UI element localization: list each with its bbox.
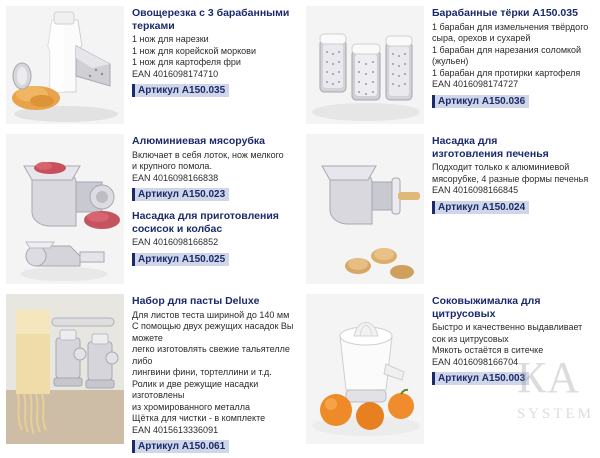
product-desc-line: Мякоть остаётся в ситечке <box>432 345 544 355</box>
product-text-a150-003-citrus-juicer <box>432 294 596 454</box>
product-text-a150-061-pasta-deluxe <box>132 294 296 454</box>
product-desc-line: 1 нож для картофеля фри <box>132 57 241 67</box>
product-ean: EAN 4016098174710 <box>132 68 219 79</box>
product-ean: EAN 4016098174727 <box>432 79 519 89</box>
product-card-a150-024-cookie-press[interactable] <box>300 128 600 288</box>
product-desc-line: из хромированного металла <box>132 401 251 412</box>
product-article: Артикул A150.036 <box>432 95 529 108</box>
product-desc-line: сок из цитрусовых <box>432 333 509 344</box>
product-article: Артикул A150.023 <box>132 188 229 201</box>
product-card-a150-003-citrus-juicer[interactable] <box>300 288 600 458</box>
product-card-a150-025-sausage-filler[interactable] <box>132 210 296 267</box>
product-desc-line: (жульен) <box>432 56 469 66</box>
product-desc-line: 1 барабан для измельчения твёрдого <box>432 21 589 32</box>
meat-grinder-photo <box>6 134 124 284</box>
product-desc-line: 1 барабан для протирки картофеля <box>432 67 581 78</box>
product-title: Овощерезка с 3 барабанными терками <box>132 7 290 32</box>
drum-graters-photo <box>306 6 424 124</box>
product-article: Артикул A150.035 <box>132 84 229 97</box>
product-article: Артикул A150.025 <box>132 253 229 266</box>
product-title: Барабанные тёрки A150.035 <box>432 7 578 19</box>
product-card-a150-061-pasta-deluxe[interactable] <box>0 288 300 458</box>
product-text-a150-024-cookie-press <box>432 134 596 284</box>
product-title: Соковыжималка для цитрусовых <box>432 295 541 320</box>
product-desc-line: Ролик и две режущие насадки изготовлены <box>132 378 259 400</box>
product-card-a150-036-drum-graters[interactable] <box>300 0 600 128</box>
product-ean: EAN 4016098166704 <box>432 356 519 367</box>
product-text-a150-035-grater <box>132 6 296 124</box>
product-desc-line: легко изготовлять свежие тальятелле либо <box>132 344 290 366</box>
product-desc-line: Подходит только к алюминиевой <box>432 162 570 172</box>
product-ean: EAN 4015613336091 <box>132 424 219 435</box>
watermark-sub: SYSTEM <box>516 406 594 422</box>
product-desc-line: и крупного помола. <box>132 161 212 171</box>
product-desc-line: мясорубке, 4 разные формы печенья <box>432 173 589 184</box>
cookie-attachment-photo <box>306 134 424 284</box>
product-title: Насадка для изготовления печенья <box>432 135 549 160</box>
product-title: Алюминиевая мясорубка <box>132 135 265 147</box>
product-text-a150-023-meat-grinder <box>132 134 296 284</box>
product-desc-line: 1 барабан для нарезания соломкой <box>432 44 582 55</box>
citrus-juicer-photo <box>306 294 424 444</box>
product-article: Артикул A150.003 <box>432 372 529 385</box>
product-card-a150-023-meat-grinder[interactable] <box>0 128 300 288</box>
product-desc-line: Щётка для чистки - в комплекте <box>132 413 266 423</box>
product-desc-line: 1 нож для корейской моркови <box>132 45 256 56</box>
watermark-main: КА <box>516 353 580 402</box>
product-title: Набор для пасты Deluxe <box>132 295 260 307</box>
product-desc-line: Включает в себя лоток, нож мелкого <box>132 149 284 160</box>
product-ean: EAN 4016098166838 <box>132 172 219 183</box>
product-ean: EAN 4016098166852 <box>132 237 219 247</box>
product-card-a150-035-grater[interactable] <box>0 0 300 128</box>
product-desc-line: Для листов теста шириной до 140 мм <box>132 309 290 320</box>
catalog-row-3 <box>0 288 600 458</box>
product-desc-line: 1 нож для нарезки <box>132 34 209 44</box>
catalog-row-2 <box>0 128 600 288</box>
catalog-row-1 <box>0 0 600 128</box>
pasta-set-photo <box>6 294 124 444</box>
product-text-a150-036-drum-graters <box>432 6 596 124</box>
product-title: Насадка для приготовления сосисок и колбас <box>132 210 279 235</box>
product-desc-line: Быстро и качественно выдавливает <box>432 322 583 332</box>
vegetable-slicer-photo <box>6 6 124 124</box>
product-desc-line: С помощью двух режущих насадок Вы можете <box>132 321 294 343</box>
product-desc-line: лингвини фини, тортеллини и т.д. <box>132 367 272 377</box>
product-desc-line: сыра, орехов и сухарей <box>432 33 531 43</box>
product-article: Артикул A150.024 <box>432 201 529 214</box>
product-article: Артикул A150.061 <box>132 440 229 453</box>
product-ean: EAN 4016098166845 <box>432 185 519 195</box>
